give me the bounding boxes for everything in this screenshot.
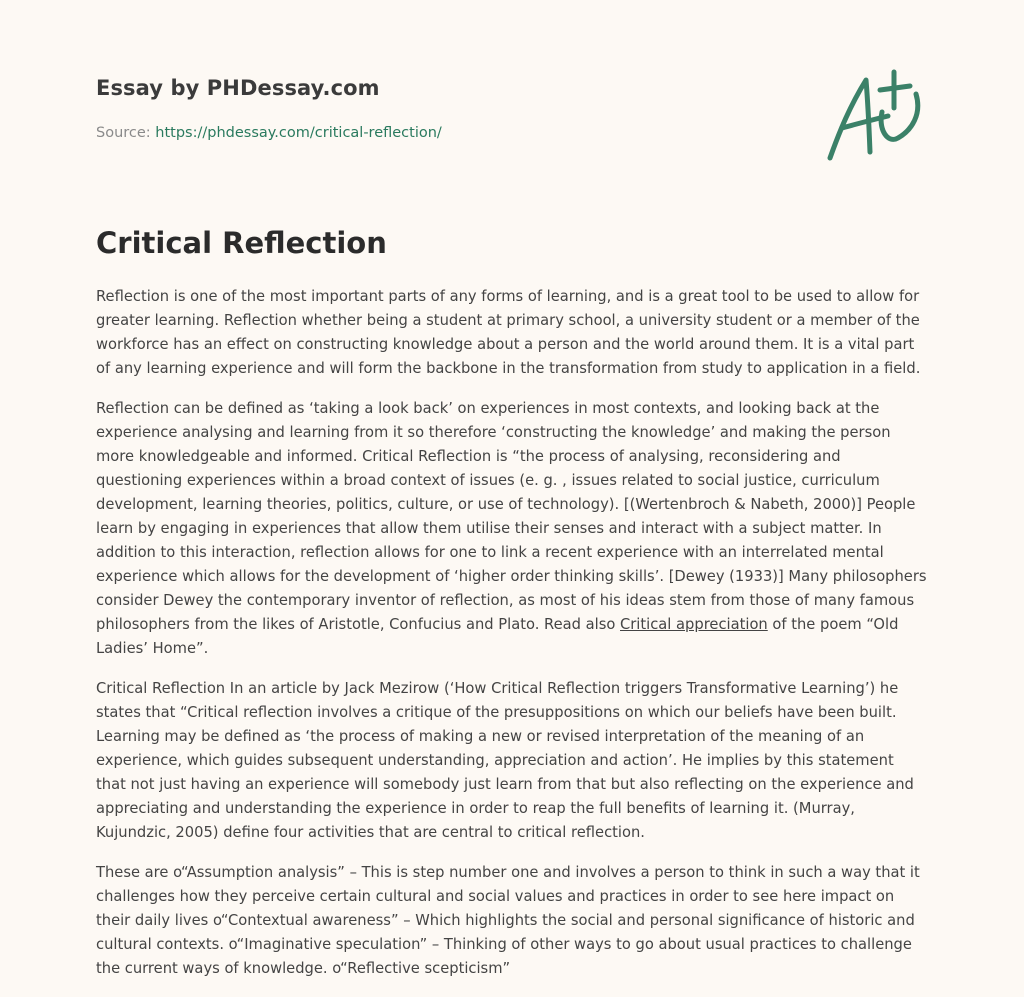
paragraph-text: Reflection can be defined as ‘taking a look back’ on experiences in most contexts, and looking back at the experience analysing and learning from it so therefore ‘constructing the knowledge’ and making the person more knowledgeable and informed. Critical Reflection is “the process of analysing, reconsidering and questioning experiences within a broad context of issues (e. g. , issues related to social justice, curriculum development, learning theories, politics, culture, or use of technology). [(Wertenbroch & Nabeth, 2000)] People learn by engaging in experiences that allow them utilise their senses and interact with a subject matter. In addition to this interaction, reflection allows for one to link a recent experience with an interrelated mental experience which allows for the development of ‘higher order thinking skills’. [Dewey (1933)] Many philosophers consider Dewey the contemporary inventor of reflection, as most of his ideas stem from those of many famous philosophers from the likes of Aristotle, Confucius and Plato. Read also [96,400,927,633]
page-header [96,76,928,141]
paragraph: These are o“Assumption analysis” – This is step number one and involves a person to think in such a way that it challenges how they perceive certain cultural and social values and practices in order to see here impact on their daily lives o“Contextual awareness” – Which highlights the social and personal significance of historic and cultural contexts. o“Imaginative speculation” – Thinking of other ways to go about usual practices to challenge the current ways of knowledge. o“Reflective scepticism” [96,864,920,977]
paragraph: Reflection is one of the most important parts of any forms of learning, and is a great tool to be used to allow for greater learning. Reflection whether being a student at primary school, a university student or a member of the workforce has an effect on constructing knowledge about a person and the world around them. It is a vital part of any learning experience and will form the backbone in the transformation from study to application in a field. [96,288,921,377]
source-line [96,125,928,141]
critical-appreciation-link[interactable]: Critical appreciation [620,616,768,633]
article-title: Critical Reflection [96,226,387,260]
article-body [96,285,928,997]
paragraph [96,397,928,661]
source-label: Source: [96,125,156,141]
source-link[interactable]: https://phdessay.com/critical-reflection/ [155,125,442,141]
paragraph: Critical Reflection In an article by Jack Mezirow (‘How Critical Reflection triggers Transformative Learning’) he states that “Critical reflection involves a critique of the presuppositions on which our beliefs have been built. Learning may be defined as ‘the process of making a new or revised interpretation of the meaning of an experience, which guides subsequent understanding, appreciation and action’. He implies by this statement that not just having an experience will somebody just learn from that but also reflecting on the experience and appreciating and understanding the experience in order to reap the full benefits of learning it. (Murray, Kujundzic, 2005) define four activities that are central to critical reflection. [96,680,914,841]
site-title: Essay by PHDessay.com [96,76,380,100]
a-plus-logo-icon [822,68,930,164]
paragraph-text: of the poem “Old Ladies’ Home”. [96,616,899,657]
